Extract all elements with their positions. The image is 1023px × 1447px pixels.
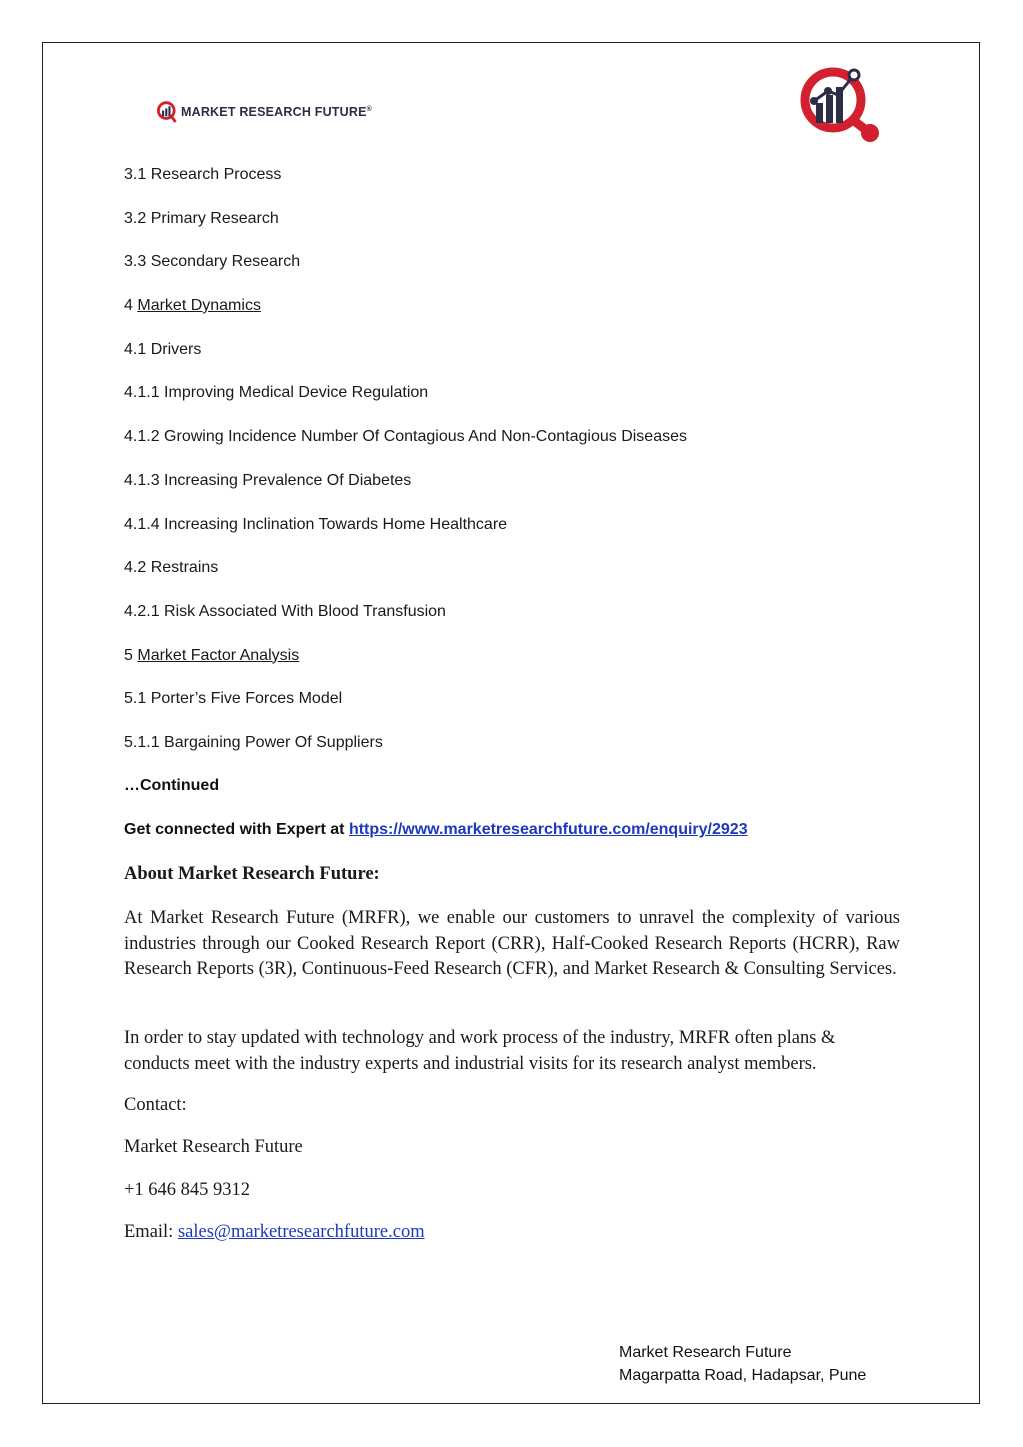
expert-label: Get connected with Expert at xyxy=(124,821,349,838)
toc-item: 4.1.4 Increasing Inclination Towards Home Healthcare xyxy=(124,515,508,533)
toc-item: 4.2 Restrains xyxy=(124,559,219,577)
company-logo xyxy=(157,92,372,132)
toc-item: 4.1.2 Growing Incidence Number Of Contagious And Non-Contagious Diseases xyxy=(124,428,687,446)
continued-label: …Continued xyxy=(124,777,220,794)
toc-item: 4 Market Dynamics xyxy=(124,297,261,315)
table-of-contents xyxy=(124,164,687,776)
toc-item: 5 Market Factor Analysis xyxy=(124,646,300,664)
contact-email xyxy=(124,1222,425,1243)
toc-link[interactable]: Market Factor Analysis xyxy=(137,646,300,664)
magnifier-chart-icon xyxy=(157,96,177,128)
about-paragraph-2: In order to stay updated with technology and work process of the industry, MRFR often plans & conducts meet with the industry experts and industrial visits for its research analyst members. xyxy=(124,1028,836,1074)
contact-phone: +1 646 845 9312 xyxy=(124,1180,251,1200)
email-label: Email: xyxy=(124,1222,178,1242)
logo-text: MARKET RESEARCH FUTURE® xyxy=(180,105,372,119)
toc-item: 4.1 Drivers xyxy=(124,340,202,358)
about-paragraph-1: At Market Research Future (MRFR), we enable our customers to unravel the complexity of various industries through our Cooked Research Report (CRR), Half-Cooked Research Reports (HCRR), Raw Research Reports (3R), Continuous-Feed Research (CFR), and Market Research & Consulting Services. xyxy=(124,908,900,979)
toc-item: 3.1 Research Process xyxy=(124,166,282,183)
toc-link[interactable]: Market Dynamics xyxy=(137,297,261,315)
toc-item: 3.2 Primary Research xyxy=(124,209,279,227)
footer-address xyxy=(619,1341,866,1387)
toc-item: 4.1.3 Increasing Prevalence Of Diabetes xyxy=(124,471,412,489)
magnifier-chart-logo-icon xyxy=(798,65,882,145)
toc-item: 5.1.1 Bargaining Power Of Suppliers xyxy=(124,733,383,751)
toc-item: 4.1.1 Improving Medical Device Regulation xyxy=(124,384,429,402)
contact-label: Contact: xyxy=(124,1095,187,1115)
enquiry-link[interactable]: https://www.marketresearchfuture.com/enquiry/2923 xyxy=(348,821,748,838)
toc-item: 5.1 Porter’s Five Forces Model xyxy=(124,690,343,708)
contact-name: Market Research Future xyxy=(124,1137,303,1157)
footer-street: Magarpatta Road, Hadapsar, Pune xyxy=(619,1367,867,1384)
email-link[interactable]: sales@marketresearchfuture.com xyxy=(177,1222,425,1242)
toc-item: 4.2.1 Risk Associated With Blood Transfusion xyxy=(124,602,446,620)
expert-line xyxy=(124,821,748,839)
toc-item: 3.3 Secondary Research xyxy=(124,253,301,271)
footer-company: Market Research Future xyxy=(619,1344,792,1361)
about-title: About Market Research Future: xyxy=(124,864,380,884)
